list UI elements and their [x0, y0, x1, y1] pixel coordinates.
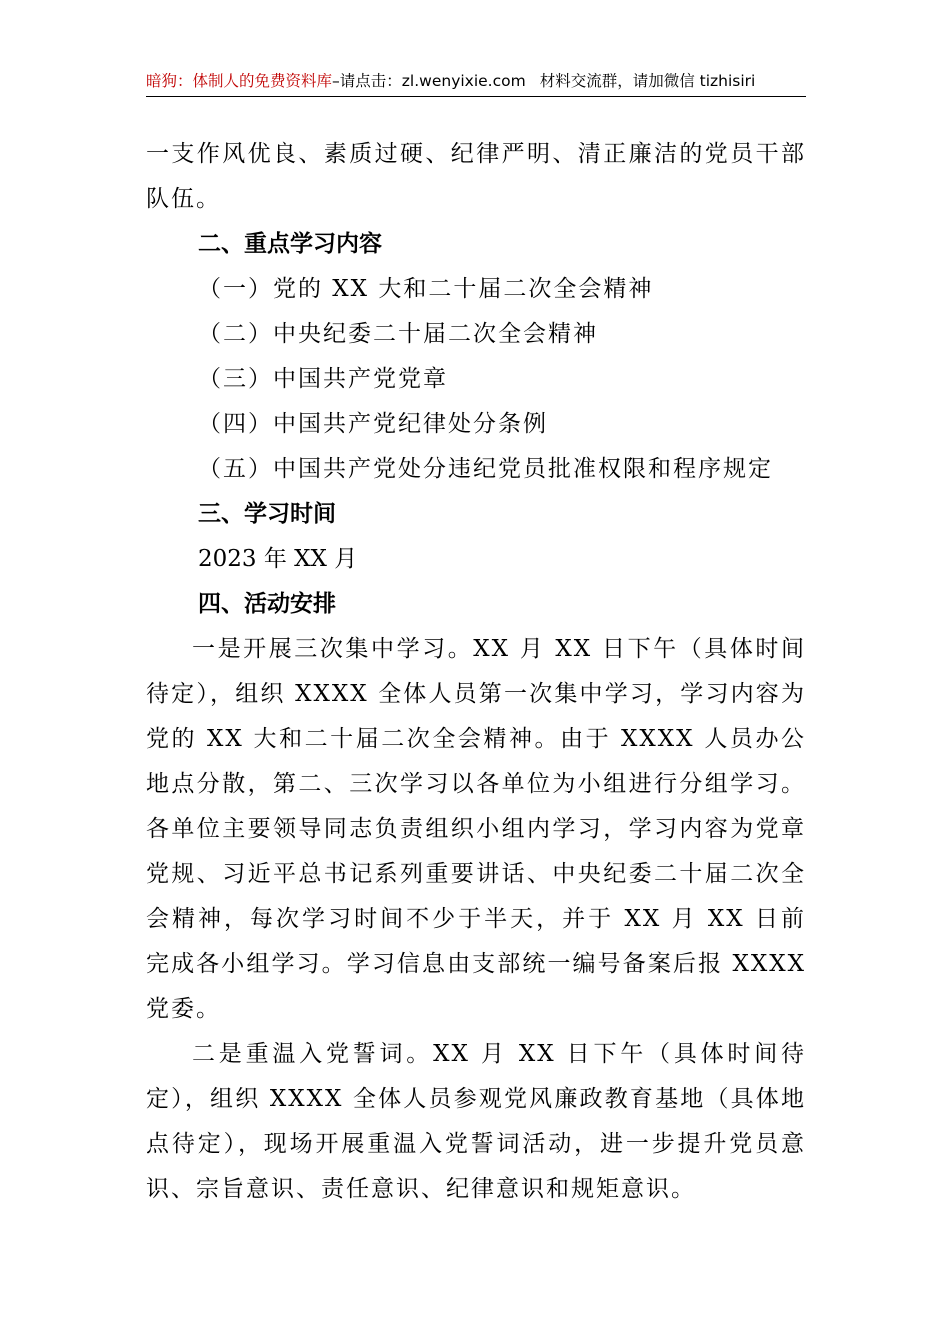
study-item-3: （三）中国共产党党章: [198, 366, 448, 392]
study-item-1: （一）党的 XX 大和二十届二次全会精神: [198, 276, 654, 302]
header-url-link[interactable]: zl.wenyixie.com: [401, 72, 526, 90]
page-header: [146, 66, 806, 97]
document-body: [146, 132, 806, 1212]
study-item-2: （二）中央纪委二十届二次全会精神: [198, 321, 598, 347]
activity-2-paragraph: 二是重温入党誓词。XX 月 XX 日下午（具体时间待定），组织 XXXX 全体人员参观党风廉政教育基地（具体地点待定），现场开展重温入党誓词活动，进一步提升党员意识、宗旨意识、责任意识、纪律意识和规矩意识。: [146, 1041, 806, 1202]
activity-1-paragraph: 一是开展三次集中学习。XX 月 XX 日下午（具体时间待定），组织 XXXX 全体人员第一次集中学习，学习内容为党的 XX 大和二十届二次全会精神。由于 XXXX 人员办公地点分散，第二、三次学习以各单位为小组进行分组学习。各单位主要领导同志负责组织小组内学习，学习内容为党章党规、习近平总书记系列重要讲话、中央纪委二十届二次全会精神，每次学习时间不少于半天，并于 XX 月 XX 日前完成各小组学习。学习信息由支部统一编号备案后报 XXXX 党委。: [146, 636, 806, 1022]
header-wechat-text: 材料交流群，请加微信 tizhisiri: [539, 72, 756, 90]
intro-paragraph: 一支作风优良、素质过硬、纪律严明、清正廉洁的党员干部队伍。: [146, 141, 806, 212]
study-time-text: 2023 年 XX 月: [198, 546, 358, 572]
header-click-text: –请点击：: [332, 72, 402, 90]
header-site-name: 暗狗：体制人的免费资料库: [146, 72, 333, 90]
section-3-heading: 三、学习时间: [198, 501, 336, 527]
section-4-heading: 四、活动安排: [198, 591, 336, 617]
study-item-4: （四）中国共产党纪律处分条例: [198, 411, 548, 437]
section-2-heading: 二、重点学习内容: [198, 231, 382, 257]
study-item-5: （五）中国共产党处分违纪党员批准权限和程序规定: [198, 456, 773, 482]
